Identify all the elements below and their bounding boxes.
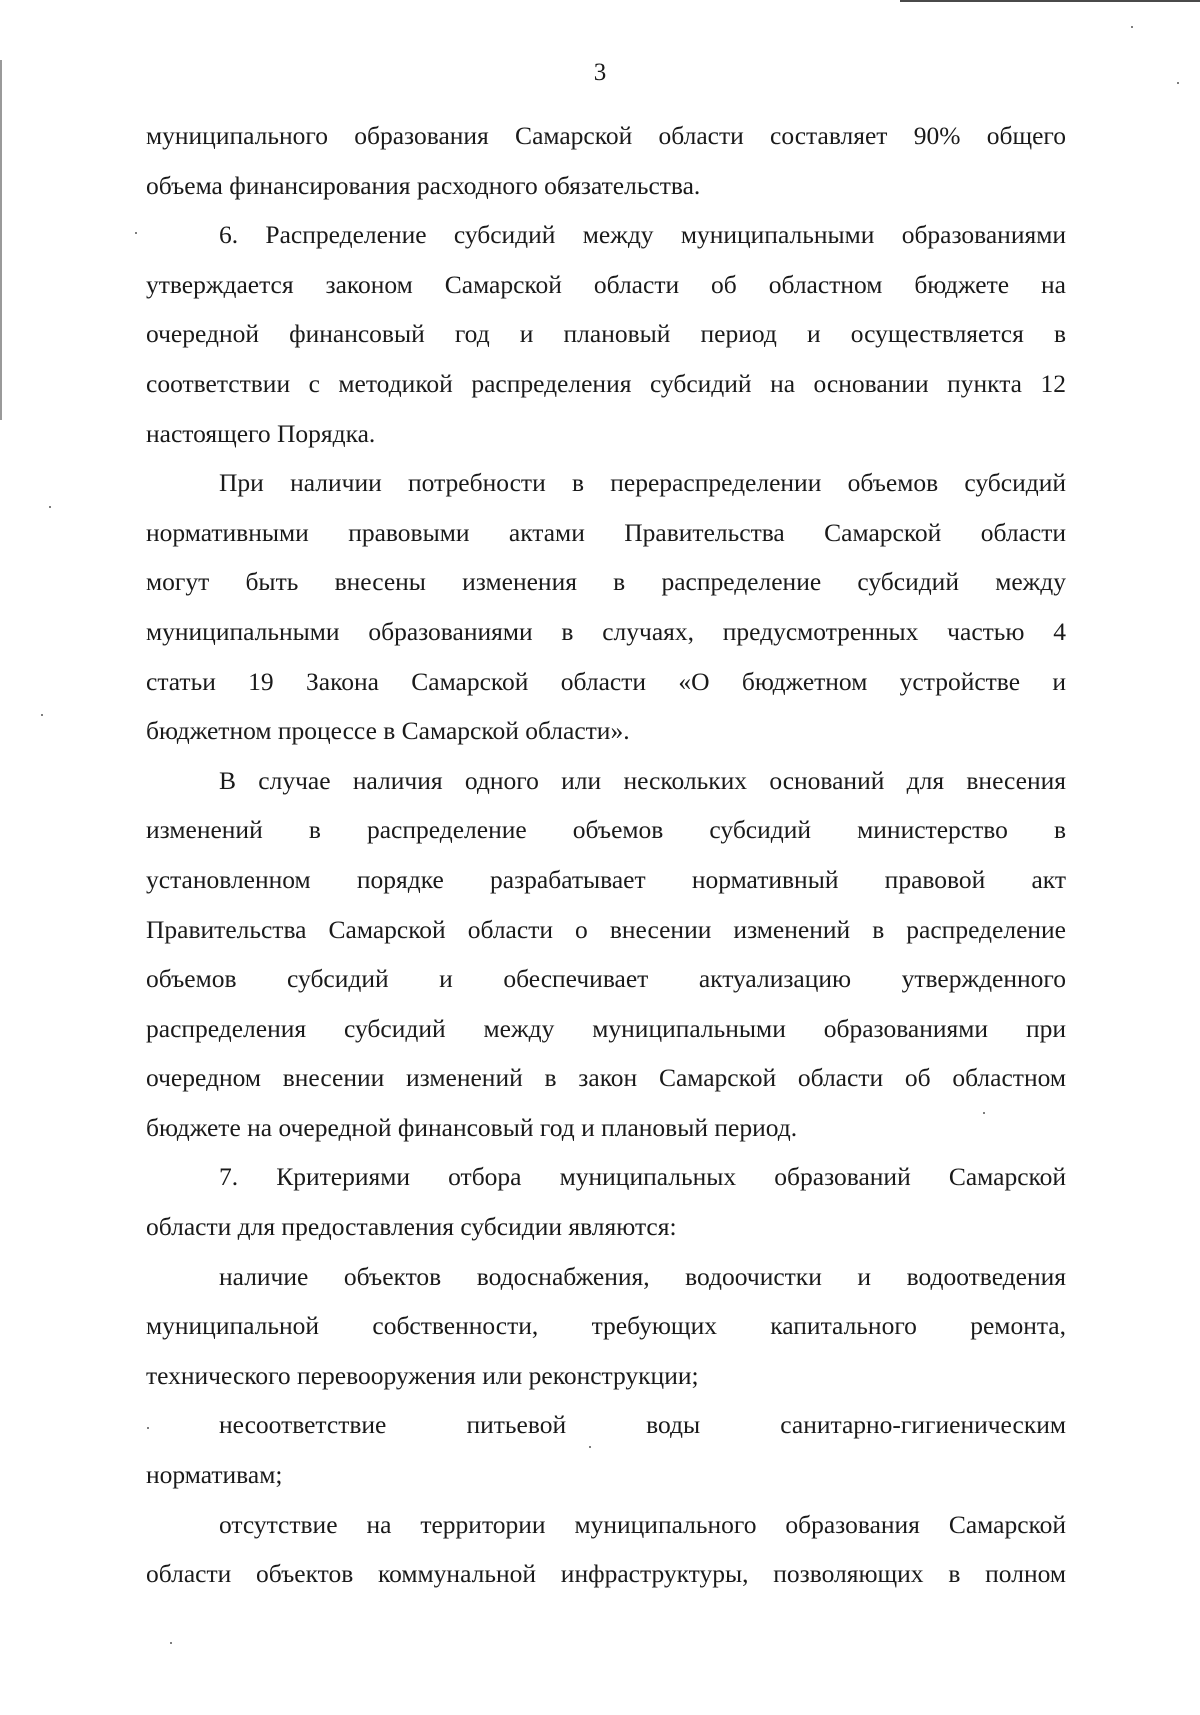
- text-line: очередной финансовый год и плановый период и осуществляется в: [146, 319, 1066, 349]
- text-line: технического перевооружения или реконструкции;: [146, 1360, 699, 1390]
- text-line: распределения субсидий между муниципальными образованиями при: [146, 1013, 1066, 1043]
- scan-speck: [983, 1112, 985, 1114]
- scan-top-rule: [900, 0, 1200, 2]
- scan-speck: [170, 1642, 172, 1644]
- text-line: Правительства Самарской области о внесении изменений в распределение: [146, 914, 1066, 944]
- text-line: муниципальной собственности, требующих капитального ремонта,: [146, 1311, 1066, 1341]
- text-line: соответствии с методикой распределения субсидий на основании пункта 12: [146, 368, 1066, 398]
- text-line: несоответствие питьевой воды санитарно-гигиеническим: [219, 1410, 1066, 1440]
- text-line: области для предоставления субсидии являются:: [146, 1212, 677, 1242]
- text-line: нормативам;: [146, 1460, 283, 1490]
- scan-speck: [1131, 26, 1133, 28]
- criterion-facilities: [146, 1252, 1066, 1401]
- page-number: 3: [593, 59, 607, 86]
- text-line: объемов субсидий и обеспечивает актуализацию утвержденного: [146, 964, 1066, 994]
- text-line: муниципальными образованиями в случаях, предусмотренных частью 4: [146, 616, 1066, 646]
- text-line: утверждается законом Самарской области об областном бюджете на: [146, 269, 1066, 299]
- text-line: бюджете на очередной финансовый год и плановый период.: [146, 1112, 798, 1142]
- text-line: муниципального образования Самарской области составляет 90% общего: [146, 121, 1066, 150]
- scan-speck: [49, 506, 51, 508]
- scan-speck: [41, 714, 43, 716]
- text-line: объема финансирования расходного обязательства.: [146, 170, 701, 200]
- text-line: В случае наличия одного или нескольких оснований для внесения: [219, 765, 1066, 795]
- scan-left-edge: [0, 60, 2, 420]
- scan-speck: [135, 232, 137, 234]
- criterion-infrastructure: [146, 1500, 1066, 1599]
- scan-speck: [1177, 82, 1179, 84]
- text-line: могут быть внесены изменения в распределение субсидий между: [146, 567, 1066, 597]
- text-line: настоящего Порядка.: [146, 418, 376, 448]
- paragraph-redistribution: [146, 458, 1066, 756]
- scan-speck: [589, 1446, 591, 1448]
- criterion-water-quality: [146, 1400, 1066, 1499]
- paragraph-item-7: [146, 1152, 1066, 1251]
- text-line: 6. Распределение субсидий между муниципальными образованиями: [219, 220, 1066, 250]
- text-line: бюджетном процессе в Самарской области».: [146, 716, 630, 746]
- text-line: нормативными правовыми актами Правительства Самарской области: [146, 517, 1066, 547]
- text-line: 7. Критериями отбора муниципальных образований Самарской: [219, 1162, 1066, 1192]
- scan-speck: [147, 1427, 149, 1429]
- paragraph-item-6: [146, 210, 1066, 458]
- text-line: наличие объектов водоснабжения, водоочистки и водоотведения: [219, 1261, 1066, 1291]
- text-line: очередном внесении изменений в закон Самарской области об областном: [146, 1063, 1066, 1093]
- text-line: изменений в распределение объемов субсидий министерство в: [146, 815, 1066, 845]
- text-line: отсутствие на территории муниципального образования Самарской: [219, 1509, 1066, 1539]
- text-line: При наличии потребности в перераспределении объемов субсидий: [219, 468, 1066, 498]
- text-line: области объектов коммунальной инфраструктуры, позволяющих в полном: [146, 1559, 1066, 1589]
- paragraph-changes: [146, 756, 1066, 1153]
- document-body: [146, 111, 1066, 1599]
- text-line: установленном порядке разрабатывает нормативный правовой акт: [146, 864, 1066, 894]
- paragraph-1-continuation: [146, 111, 1066, 210]
- text-line: статьи 19 Закона Самарской области «О бюджетном устройстве и: [146, 666, 1066, 696]
